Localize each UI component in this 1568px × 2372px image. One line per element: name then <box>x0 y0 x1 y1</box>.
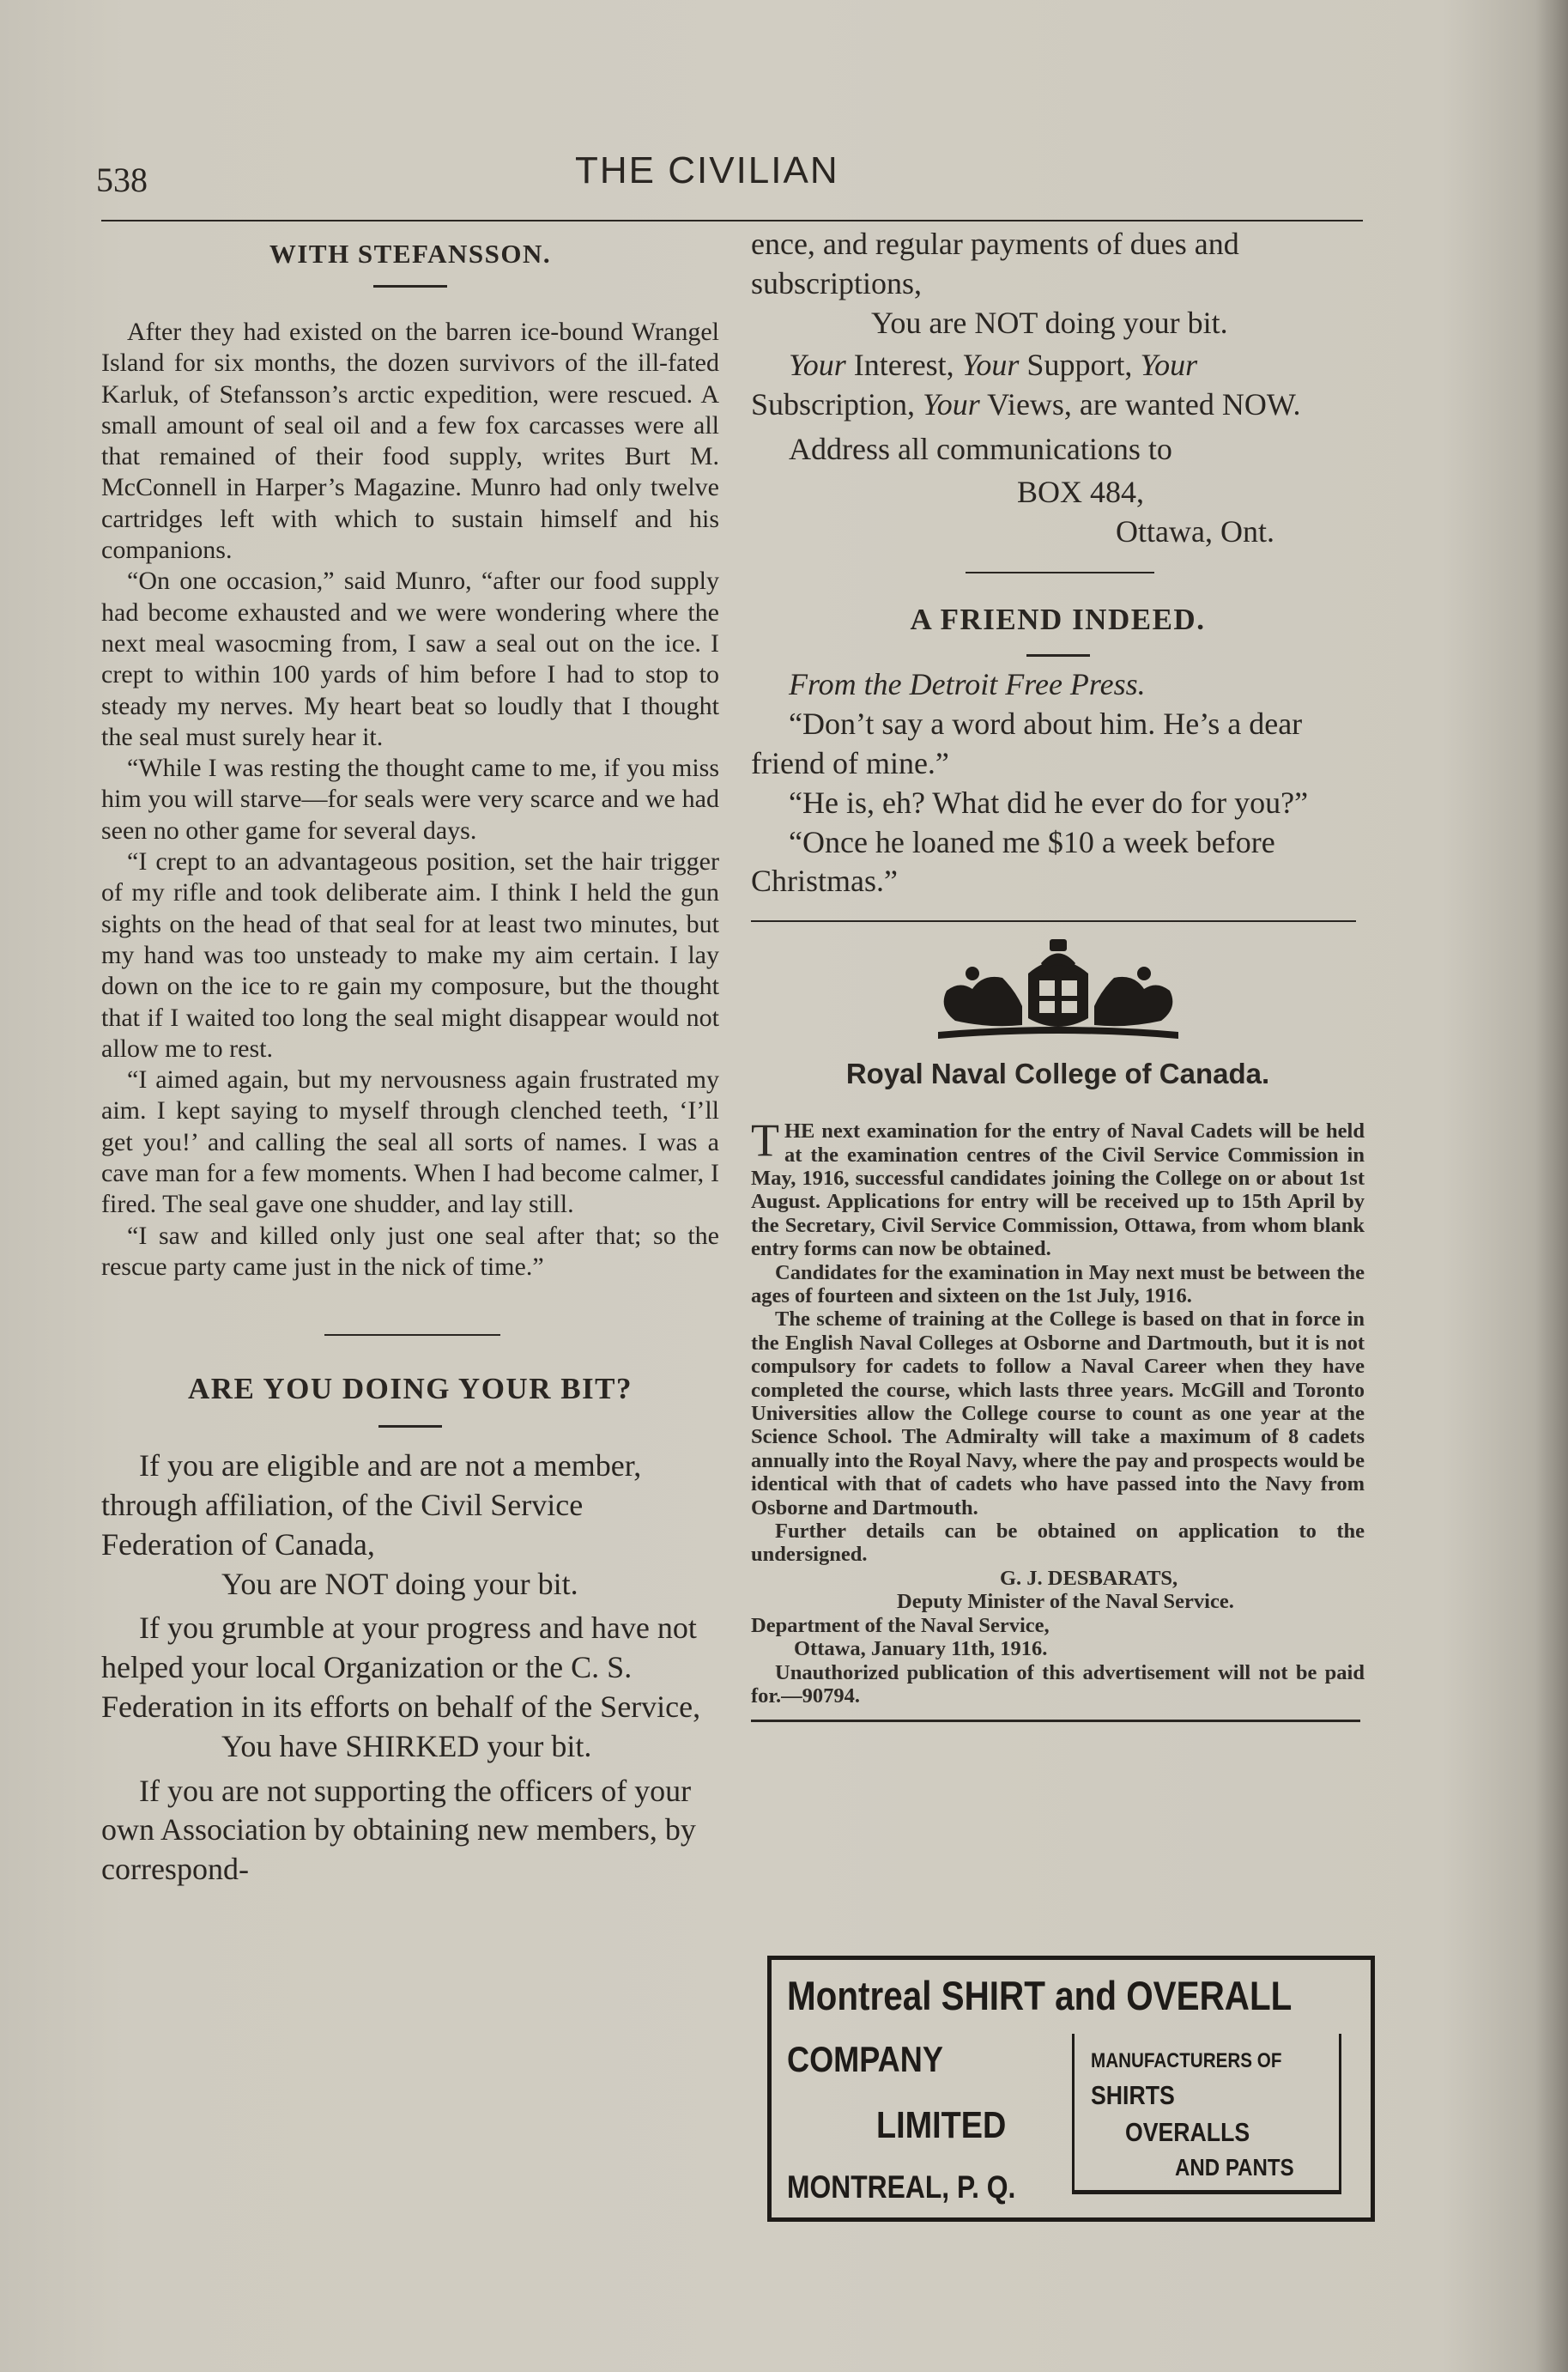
drop-cap: T <box>751 1114 779 1167</box>
notice-paragraph: The scheme of training at the College is based on that in force in the English Naval Colleges at Osborne and Dartmouth, but it is not compulsory for cadets to follow a Naval Career when they have completed the course, which lasts three years. McGill and Toronto Universities allow the College course to count as one year at the Science School. The Admiralty will take a maximum of 8 cadets annually into the Royal Navy, where the pay and prospects would be identical with that of cadets who have passed into the Navy from Osborne and Dartmouth. <box>751 1307 1365 1520</box>
friend-title: A FRIEND INDEED. <box>910 603 1206 637</box>
notice-paragraph: HE next examination for the entry of Naval Cadets will be held at the examination centres of the Civil Service Commission in May, 1916, successful candidates joining the College on or about 1st August. Applications for entry will be received up to 15th April by the Secretary, Civil Service Commission, Ottawa, from whom blank entry forms can now be obtained. <box>751 1119 1365 1261</box>
publication-notice: Unauthorized publication of this advertisement will not be paid for.—90794. <box>751 1660 1365 1708</box>
signer-name: G. J. DESBARATS, <box>1000 1566 1178 1590</box>
naval-college-title: Royal Naval College of Canada. <box>845 1058 1270 1090</box>
signer-title: Deputy Minister of the Naval Service. <box>897 1590 1234 1614</box>
section-divider <box>324 1334 500 1336</box>
left-column <box>101 232 719 1890</box>
section-divider <box>966 572 1154 573</box>
bit-article-continued <box>751 225 1365 551</box>
ad-city: MONTREAL, P. Q. <box>787 2169 1016 2205</box>
bit-title: ARE YOU DOING YOUR BIT? <box>187 1372 633 1406</box>
emphasis: Your <box>961 348 1020 383</box>
bit-paragraph: If you are not supporting the officers of your own Association by obtaining new members, by correspond- <box>101 1773 696 1887</box>
bit-address-line: Address all communications to <box>789 431 1172 466</box>
royal-coat-of-arms-icon <box>921 939 1196 1042</box>
ad-limited: LIMITED <box>876 2104 1007 2146</box>
stefansson-title: WITH STEFANSSON. <box>269 239 552 269</box>
emphasis: Your <box>1140 348 1198 383</box>
bit-appeal: Your Interest, Your Support, Your Subscription, Your Views, are wanted NOW. <box>751 348 1301 422</box>
title-rule <box>1026 654 1090 657</box>
page-number: 538 <box>96 161 148 199</box>
article-paragraph: “I saw and killed only just one seal after that; so the rescue party came just in the nick of time.” <box>101 1221 719 1281</box>
bit-box: BOX 484, <box>1017 474 1145 509</box>
bit-paragraph: ence, and regular payments of dues and subscriptions, <box>751 227 1239 300</box>
dateline: Ottawa, January 11th, 1916. <box>794 1637 1048 1661</box>
friend-line: “He is, eh? What did he ever do for you?” <box>789 785 1309 820</box>
bit-verdict: You are NOT doing your bit. <box>871 305 1228 340</box>
emphasis: Your <box>923 387 980 422</box>
article-paragraph: “I aimed again, but my nervousness again frustrated my aim. I kept saying to myself through clenched teeth, ‘I’ll get you!’ and calling the seal all sorts of names. I was a cave man for a few moments. When I had become calmer, I fired. The seal gave one shudder, and lay still. <box>101 1065 719 1219</box>
friend-line: “Once he loaned me $10 a week before Christmas.” <box>751 824 1275 899</box>
bit-verdict: You have SHIRKED your bit. <box>221 1728 592 1763</box>
article-paragraph: After they had existed on the barren ice-bound Wrangel Island for six months, the dozen survivors of the ill-fated Karluk, of Stefansson’s arctic expedition, were rescued. A small amount of seal oil and a few fox carcasses were all that remained of their food supply, writes Burt M. McConnell in Harper’s Magazine. Munro had only twelve cartridges left with which to sustain himself and his companions. <box>101 318 719 565</box>
ad-manufacturers: MANUFACTURERS OF <box>1091 2049 1282 2072</box>
title-rule <box>378 1425 442 1428</box>
section-divider <box>751 1720 1360 1722</box>
bit-paragraph: If you grumble at your progress and have not helped your local Organization or the C. S. Federation in its efforts on behalf of the Service, <box>101 1611 701 1724</box>
section-divider <box>751 920 1356 922</box>
ad-pants: AND PANTS <box>1175 2154 1294 2181</box>
ad-company: COMPANY <box>787 2039 943 2079</box>
friend-line: “Don’t say a word about him. He’s a dear friend of mine.” <box>751 707 1303 780</box>
friend-source: From the Detroit Free Press. <box>789 667 1146 702</box>
page-edge-shadow <box>1535 0 1568 2372</box>
bit-paragraph: If you are eligible and are not a member, through affiliation, of the Civil Service Federation of Canada, <box>101 1448 642 1562</box>
header-rule <box>101 220 1363 221</box>
ad-shirts: SHIRTS <box>1091 2080 1175 2110</box>
notice-paragraph: Further details can be obtained on application to the undersigned. <box>751 1520 1365 1567</box>
bit-article <box>101 1447 719 1890</box>
ad-headline: Montreal SHIRT and OVERALL <box>787 1973 1293 2018</box>
friend-article <box>751 665 1365 901</box>
article-paragraph: “I crept to an advantageous position, set the hair trigger of my rifle and took deliberate aim. I think I held the gun sights on the head of that seal for at least two minutes, but my hand was too unsteady to make my aim certain. I lay down on the ice to re gain my composure, but the thought that if I waited too long the seal might disappear would not allow me to rest. <box>101 847 719 1063</box>
ad-overalls: OVERALLS <box>1125 2117 1250 2147</box>
shirt-company-ad <box>767 1956 1375 2222</box>
title-rule <box>373 285 447 288</box>
running-head: THE CIVILIAN <box>575 149 839 191</box>
article-paragraph: “While I was resting the thought came to me, if you miss him you will starve—for seals were very scarce and we had seen no other game for several days. <box>101 754 719 845</box>
stefansson-article <box>101 317 719 1283</box>
bit-verdict: You are NOT doing your bit. <box>221 1566 578 1601</box>
article-paragraph: “On one occasion,” said Munro, “after our food supply had become exhausted and we were wondering where the next meal wasocming from, I saw a seal out on the ice. I crept to within 100 yards of him before I had to stop to steady my nerves. My heart beat so loudly that I thought the seal must surely hear it. <box>101 567 719 751</box>
department: Department of the Naval Service, <box>751 1613 1050 1637</box>
naval-college-notice <box>751 1114 1365 1708</box>
notice-paragraph: Candidates for the examination in May next must be between the ages of fourteen and sixteen on the 1st July, 1916. <box>751 1260 1365 1307</box>
emphasis: Your <box>789 348 846 383</box>
bit-city: Ottawa, Ont. <box>1116 513 1274 549</box>
right-column <box>751 225 1365 1722</box>
